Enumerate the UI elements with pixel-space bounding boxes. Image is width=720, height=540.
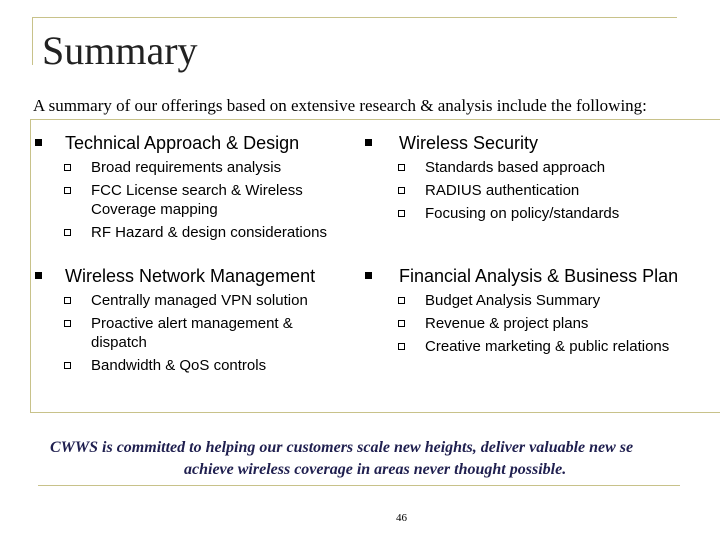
hollow-square-bullet-icon bbox=[398, 297, 405, 304]
list-item: RF Hazard & design considerations bbox=[31, 223, 351, 242]
hollow-square-bullet-icon bbox=[398, 164, 405, 171]
slide-title: Summary bbox=[42, 28, 198, 73]
square-bullet-icon bbox=[35, 139, 42, 146]
list-item: Focusing on policy/standards bbox=[365, 204, 720, 223]
square-bullet-icon bbox=[365, 272, 372, 279]
section-items bbox=[365, 291, 720, 360]
hollow-square-bullet-icon bbox=[398, 187, 405, 194]
list-item: Revenue & project plans bbox=[365, 314, 720, 333]
commitment-line-1: CWWS is committed to helping our customers scale new heights, deliver valuable new se bbox=[50, 439, 634, 456]
section-title: Wireless Network Management bbox=[65, 266, 316, 286]
section-items bbox=[31, 291, 351, 379]
hollow-square-bullet-icon bbox=[398, 210, 405, 217]
square-bullet-icon bbox=[35, 272, 42, 279]
title-side-rule bbox=[32, 17, 33, 65]
hollow-square-bullet-icon bbox=[64, 164, 71, 171]
list-item: Proactive alert management & dispatch bbox=[31, 314, 351, 352]
section-title: Wireless Security bbox=[399, 133, 539, 153]
page-number: 46 bbox=[396, 512, 407, 524]
list-item: Standards based approach bbox=[365, 158, 720, 177]
list-item: Creative marketing & public relations bbox=[365, 337, 720, 356]
square-bullet-icon bbox=[365, 139, 372, 146]
list-item: FCC License search & Wireless Coverage mapping bbox=[31, 181, 351, 219]
list-item: Budget Analysis Summary bbox=[365, 291, 720, 310]
hollow-square-bullet-icon bbox=[64, 229, 71, 236]
list-item: Bandwidth & QoS controls bbox=[31, 356, 351, 375]
hollow-square-bullet-icon bbox=[64, 362, 71, 369]
section-items bbox=[365, 158, 720, 227]
list-item: Broad requirements analysis bbox=[31, 158, 351, 177]
offerings-box bbox=[30, 119, 720, 413]
list-item: RADIUS authentication bbox=[365, 181, 720, 200]
section-title: Technical Approach & Design bbox=[65, 133, 300, 153]
list-item: Centrally managed VPN solution bbox=[31, 291, 351, 310]
hollow-square-bullet-icon bbox=[398, 343, 405, 350]
commitment-line-2: achieve wireless coverage in areas never thought possible. bbox=[184, 461, 567, 478]
commitment-statement bbox=[50, 437, 720, 481]
intro-text: A summary of our offerings based on extensive research & analysis include the following: bbox=[33, 96, 647, 115]
section-items bbox=[31, 158, 351, 246]
hollow-square-bullet-icon bbox=[64, 320, 71, 327]
section-title: Financial Analysis & Business Plan bbox=[399, 266, 679, 286]
footer-rule bbox=[38, 485, 680, 486]
hollow-square-bullet-icon bbox=[64, 187, 71, 194]
title-top-rule bbox=[32, 17, 677, 18]
hollow-square-bullet-icon bbox=[64, 297, 71, 304]
hollow-square-bullet-icon bbox=[398, 320, 405, 327]
